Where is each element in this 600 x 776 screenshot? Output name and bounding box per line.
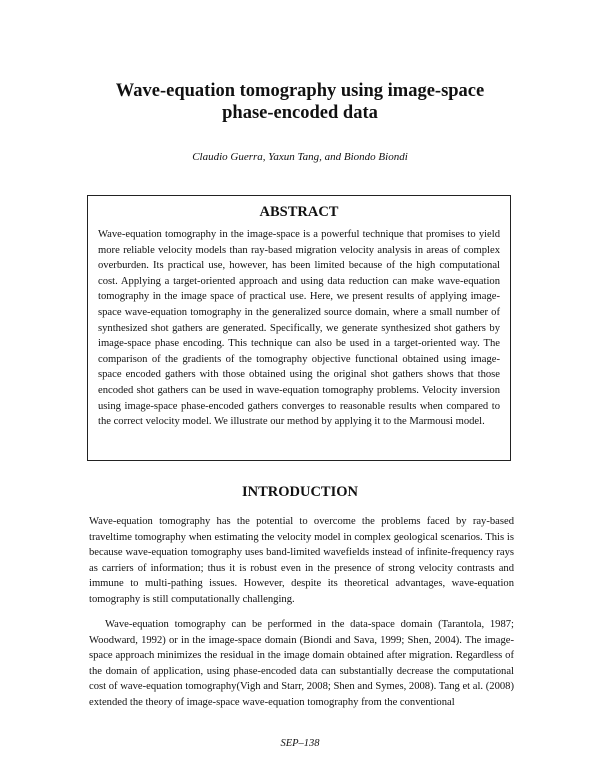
abstract-heading: ABSTRACT bbox=[259, 204, 339, 220]
abstract-box bbox=[87, 195, 511, 461]
paper-title bbox=[60, 80, 540, 124]
abstract-text: Wave-equation tomography in the image-space is a powerful technique that promises to yield more reliable velocity models than ray-based migration velocity analysis in areas of complex overburden. Its practical use, however, has been limited because of the high computational cost. Applying a target-oriented approach and using data reduction can make wave-equation tomography in the image space of practical use. Here, we present results of applying image-space wave-equation tomography in the generalized source domain, where a small number of synthesized shot gathers are generated. Specifically, we generate synthesized shot gathers by image-space phase encoding. This technique can also be used in a target-oriented way. The comparison of the gradients of the tomography objective functional obtained using image-space encoded gathers with those obtained using the original shot gathers shows that those encoded shot gathers can be used in wave-equation tomography problems. Velocity inversion using image-space phase-encoded gathers converges to reasonable results when compared to the correct velocity model. We illustrate our method by applying it to the Marmousi model. bbox=[98, 229, 500, 428]
page-footer-label: SEP–138 bbox=[280, 738, 320, 749]
introduction-heading: INTRODUCTION bbox=[241, 484, 358, 500]
title-line-1: Wave-equation tomography using image-space bbox=[115, 81, 485, 101]
introduction-paragraph-2: Wave-equation tomography can be performed in the data-space domain (Tarantola, 1987; Woodward, 1992) or in the image-space domain (Biondi and Sava, 1999; Shen, 2004). The image-space approach minimizes the residual in the image domain obtained after migration. Regardless of the domain of application, using phase-encoded data can substantially decrease the computational cost of wave-equation tomography(Vigh and Starr, 2008; Shen and Symes, 2008). Tang et al. (2008) extended the theory of image-space wave-equation tomography from the conventional bbox=[89, 619, 514, 708]
author-list: Claudio Guerra, Yaxun Tang, and Biondo Biondi bbox=[192, 151, 408, 163]
introduction-paragraph-1: Wave-equation tomography has the potential to overcome the problems faced by ray-based traveltime tomography when estimating the velocity model in complex geological scenarios. This is because wave-equation tomography uses band-limited wavefields instead of infinite-frequency rays as carriers of information; thus it is robust even in the presence of strong velocity contrasts and immune to multi-pathing issues. However, despite its theoretical advantages, wave-equation tomography is still computationally challenging. bbox=[89, 516, 514, 605]
title-line-2: phase-encoded data bbox=[222, 103, 378, 123]
